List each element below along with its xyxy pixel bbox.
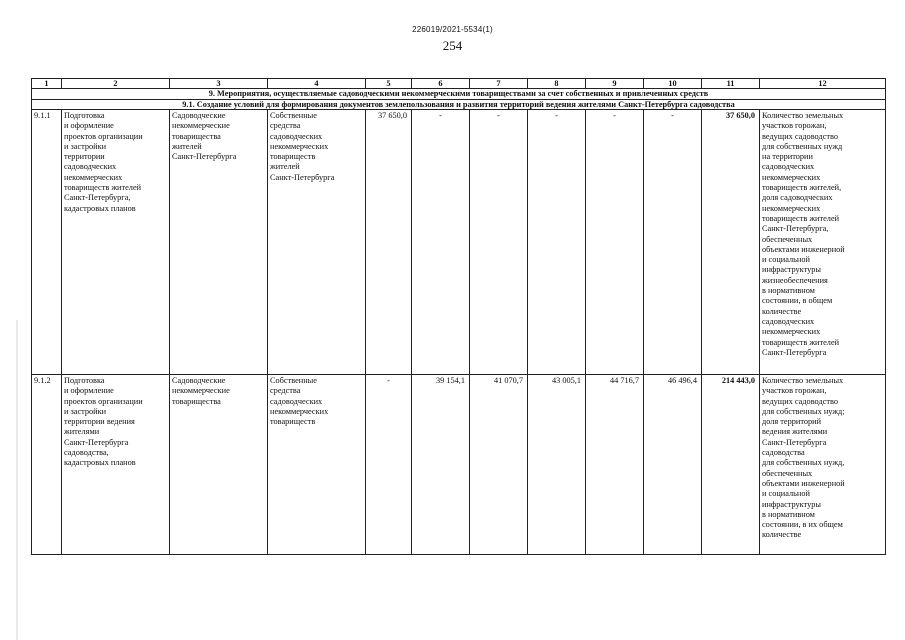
text-line: некоммерческие — [172, 386, 230, 396]
subsection-title: 9.1. Создание условий для формирования документов землепользования и развития территорий ведения жителями Санкт-Петербурга садоводства — [32, 99, 886, 110]
text-line: для собственных нужд — [762, 141, 843, 151]
executor — [170, 110, 268, 375]
text-line: Санкт-Петербурга — [762, 437, 827, 447]
text-line: ведения жителями — [762, 427, 828, 437]
text-line: кадастровых планов — [64, 458, 136, 468]
column-header: 6 — [412, 79, 470, 89]
text-line: состоянии, в их общем — [762, 520, 843, 530]
text-line: садоводства, — [64, 448, 109, 458]
text-line: ведущих садоводство — [762, 131, 839, 141]
item-number: 9.1.2 — [32, 375, 62, 555]
text-line: обеспеченных — [762, 234, 813, 244]
table-row — [32, 375, 886, 555]
text-line: товариществ жителей — [762, 337, 840, 347]
activity-name — [62, 375, 170, 555]
text-line: обеспеченных — [762, 468, 813, 478]
activity-name — [62, 110, 170, 375]
text-line: жителями — [64, 427, 100, 437]
text-line: садоводческих — [270, 396, 323, 406]
text-line: товариществ жителей — [64, 183, 142, 193]
text-line: и застройки — [64, 406, 107, 416]
amount-col8: - — [528, 110, 586, 375]
text-line: территории ведения — [64, 417, 135, 427]
text-line: и оформление — [64, 121, 114, 131]
program-activities-table — [31, 78, 886, 555]
text-line: Санкт-Петербурга — [172, 152, 237, 162]
item-number: 9.1.1 — [32, 110, 62, 375]
column-header: 3 — [170, 79, 268, 89]
text-line: в нормативном — [762, 286, 815, 296]
table-row — [32, 110, 886, 375]
text-line: для собственных нужд, — [762, 458, 845, 468]
text-line: товариществ — [270, 417, 316, 427]
text-line: территории — [64, 152, 105, 162]
text-line: некоммерческих — [762, 172, 821, 182]
text-line: некоммерческих — [762, 203, 821, 213]
text-line: доля территорий — [762, 417, 822, 427]
text-line: Собственные — [270, 376, 317, 385]
text-line: садоводческих — [762, 316, 815, 326]
page-number: 254 — [442, 38, 463, 53]
target-indicator — [760, 110, 886, 375]
text-line: проектов организации — [64, 131, 143, 141]
amount-total: 214 443,0 — [702, 375, 760, 555]
text-line: Количество земельных — [762, 376, 844, 385]
text-line: садоводства — [762, 448, 805, 458]
subsection-title-row — [32, 99, 886, 110]
text-line: объектами инженерной — [762, 244, 845, 254]
text-line: товарищества — [172, 131, 221, 141]
column-header: 12 — [760, 79, 886, 89]
text-line: и оформление — [64, 386, 114, 396]
text-line: количестве — [762, 306, 802, 316]
section-title: 9. Мероприятия, осуществляемые садоводческими некоммерческими товариществами за счет собственных и привлеченных средств — [32, 89, 886, 100]
text-line: средства — [270, 386, 301, 396]
text-line: и социальной — [762, 489, 810, 499]
amount-total: 37 650,0 — [702, 110, 760, 375]
text-line: Санкт-Петербурга — [270, 172, 335, 182]
text-line: инфраструктуры — [762, 265, 821, 275]
executor — [170, 375, 268, 555]
column-header: 11 — [702, 79, 760, 89]
column-header: 7 — [470, 79, 528, 89]
text-line: участков горожан, — [762, 121, 827, 131]
text-line: Количество земельных — [762, 111, 844, 120]
text-line: Санкт-Петербурга — [64, 437, 129, 447]
text-line: состоянии, в общем — [762, 296, 833, 306]
column-header: 10 — [644, 79, 702, 89]
funding-source — [268, 375, 366, 555]
text-line: садоводческих — [64, 162, 117, 172]
text-line: Садоводческие — [172, 111, 226, 120]
text-line: объектами инженерной — [762, 478, 845, 488]
text-line: Подготовка — [64, 376, 105, 385]
text-line: на территории — [762, 152, 813, 162]
text-line: товарищества — [172, 396, 221, 406]
scan-edge-shadow — [16, 320, 18, 640]
column-header: 9 — [586, 79, 644, 89]
amount-col10: 46 496,4 — [644, 375, 702, 555]
text-line: инфраструктуры — [762, 499, 821, 509]
text-line: жизнеобеспечения — [762, 275, 828, 285]
text-line: средства — [270, 121, 301, 131]
column-header: 1 — [32, 79, 62, 89]
column-header: 5 — [366, 79, 412, 89]
text-line: некоммерческих — [270, 141, 329, 151]
amount-col7: 41 070,7 — [470, 375, 528, 555]
section-title-row — [32, 89, 886, 100]
column-header: 2 — [62, 79, 170, 89]
amount-col7: - — [470, 110, 528, 375]
text-line: жителей — [270, 162, 300, 172]
text-line: Санкт-Петербурга, — [64, 193, 131, 203]
amount-col5: 37 650,0 — [366, 110, 412, 375]
text-line: некоммерческие — [172, 121, 230, 131]
text-line: ведущих садоводство — [762, 396, 839, 406]
column-number-row — [32, 79, 886, 89]
document-registration-number: 226019/2021-5534(1) — [412, 25, 493, 34]
text-line: Подготовка — [64, 111, 105, 120]
text-line: товариществ жителей, — [762, 183, 842, 193]
amount-col6: 39 154,1 — [412, 375, 470, 555]
text-line: садоводческих — [762, 162, 815, 172]
text-line: участков горожан, — [762, 386, 827, 396]
text-line: Санкт-Петербурга, — [762, 224, 829, 234]
target-indicator — [760, 375, 886, 555]
text-line: товариществ жителей — [762, 213, 840, 223]
text-line: жителей — [172, 141, 202, 151]
text-line: проектов организации — [64, 396, 143, 406]
amount-col9: - — [586, 110, 644, 375]
column-header: 8 — [528, 79, 586, 89]
text-line: и застройки — [64, 141, 107, 151]
text-line: доля садоводческих — [762, 193, 833, 203]
amount-col9: 44 716,7 — [586, 375, 644, 555]
text-line: некоммерческих — [270, 406, 329, 416]
text-line: и социальной — [762, 255, 810, 265]
text-line: некоммерческих — [64, 172, 123, 182]
amount-col8: 43 005,1 — [528, 375, 586, 555]
text-line: садоводческих — [270, 131, 323, 141]
funding-source — [268, 110, 366, 375]
text-line: в нормативном — [762, 509, 815, 519]
text-line: Собственные — [270, 111, 317, 120]
text-line: Садоводческие — [172, 376, 226, 385]
text-line: Санкт-Петербурга — [762, 347, 827, 357]
amount-col6: - — [412, 110, 470, 375]
amount-col10: - — [644, 110, 702, 375]
text-line: товариществ — [270, 152, 316, 162]
text-line: для собственных нужд; — [762, 406, 845, 416]
text-line: кадастровых планов — [64, 203, 136, 213]
text-line: некоммерческих — [762, 327, 821, 337]
text-line: количестве — [762, 530, 802, 540]
amount-col5: - — [366, 375, 412, 555]
column-header: 4 — [268, 79, 366, 89]
